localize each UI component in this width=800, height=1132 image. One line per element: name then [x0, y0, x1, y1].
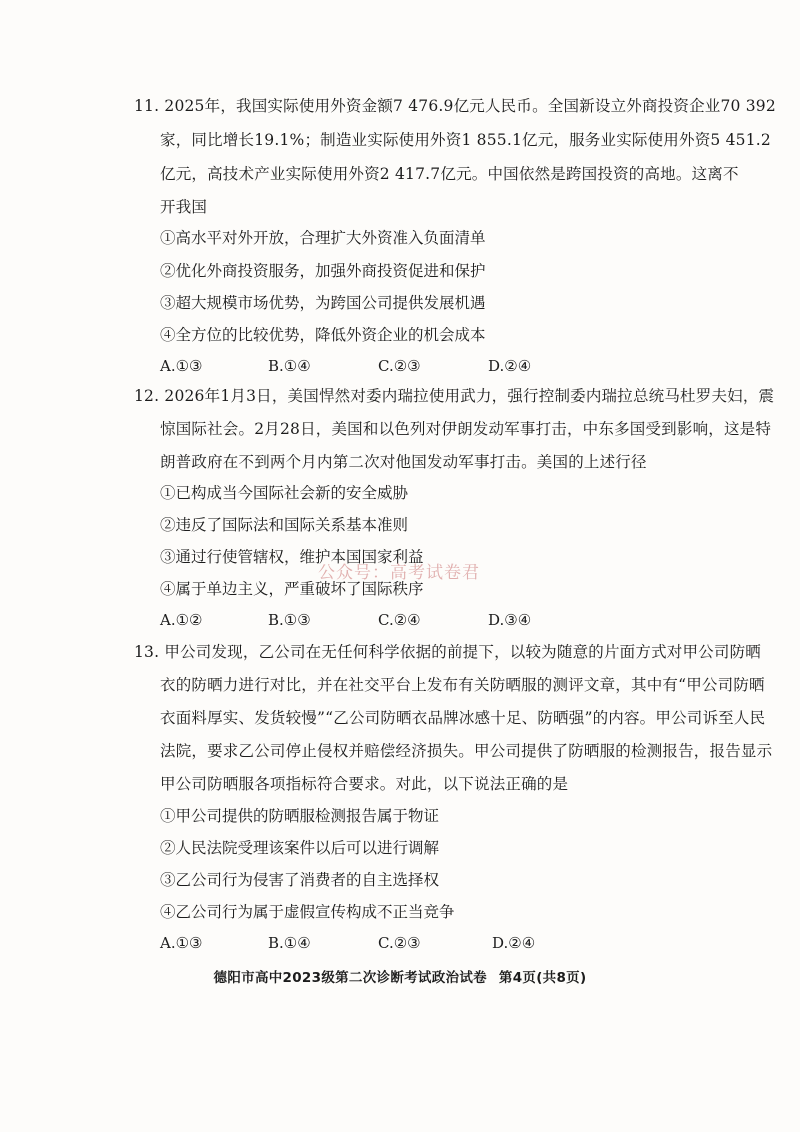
question-11-option: ①高水平对外开放，合理扩大外资准入负面清单	[160, 229, 486, 247]
page-footer	[0, 966, 800, 986]
question-13-option: ③乙公司行为侵害了消费者的自主选择权	[160, 871, 440, 889]
question-12-option: ④属于单边主义，严重破坏了国际秩序	[160, 580, 424, 598]
question-11-stem-line: 11. 2025年，我国实际使用外资金额7 476.9亿元人民币。全国新设立外商投资企业70 392	[134, 97, 776, 115]
question-12-option: ①已构成当今国际社会新的安全威胁	[160, 484, 409, 502]
question-12-choice-b: B.①③	[268, 611, 311, 629]
question-12-choice-c: C.②④	[378, 611, 421, 629]
question-13-stem-line: 衣面料厚实、发货较慢”“乙公司防晒衣品牌冰感十足、防晒强”的内容。甲公司诉至人民	[160, 709, 766, 727]
question-11-stem-line: 亿元，高技术产业实际使用外资2 417.7亿元。中国依然是跨国投资的高地。这离不	[160, 165, 739, 183]
question-13-stem-line: 衣的防晒力进行对比，并在社交平台上发布有关防晒服的测评文章，其中有“甲公司防晒	[160, 676, 765, 694]
question-12-option: ②违反了国际法和国际关系基本准则	[160, 516, 409, 534]
question-13-choice-b: B.①④	[268, 934, 311, 952]
question-12-option: ③通过行使管辖权，维护本国国家利益	[160, 548, 424, 566]
question-11-stem-line: 开我国	[160, 198, 208, 216]
question-11-choice-d: D.②④	[488, 357, 532, 375]
question-13-stem-line: 法院，要求乙公司停止侵权并赔偿经济损失。甲公司提供了防晒服的检测报告，报告显示	[160, 742, 773, 760]
question-11-choice-c: C.②③	[378, 357, 421, 375]
question-11-option: ②优化外商投资服务，加强外商投资促进和保护	[160, 262, 486, 280]
footer-page-number: 第4页(共8页)	[498, 970, 587, 986]
question-13-choice-d: D.②④	[492, 934, 536, 952]
question-12-choice-d: D.③④	[488, 611, 532, 629]
question-13-option: ①甲公司提供的防晒服检测报告属于物证	[160, 807, 440, 825]
question-11-choice-a: A.①③	[160, 357, 203, 375]
question-11-option: ③超大规模市场优势，为跨国公司提供发展机遇	[160, 294, 486, 312]
question-13-choice-c: C.②③	[378, 934, 421, 952]
question-13-stem-line: 13. 甲公司发现，乙公司在无任何科学依据的前提下，以较为随意的片面方式对甲公司防晒	[134, 643, 761, 661]
question-13-choice-a: A.①③	[160, 934, 203, 952]
question-12-stem-line: 朗普政府在不到两个月内第二次对他国发动军事打击。美国的上述行径	[160, 453, 647, 471]
question-13-stem-line: 甲公司防晒服各项指标符合要求。对此，以下说法正确的是	[160, 775, 569, 793]
question-12-stem-line: 12. 2026年1月3日，美国悍然对委内瑞拉使用武力，强行控制委内瑞拉总统马杜罗夫妇，震	[134, 387, 775, 405]
question-11-stem-line: 家，同比增长19.1%；制造业实际使用外资1 855.1亿元，服务业实际使用外资5 451.2	[160, 131, 771, 149]
question-12-stem-line: 惊国际社会。2月28日，美国和以色列对伊朗发动军事打击，中东多国受到影响，这是特	[160, 420, 772, 438]
question-11-choice-b: B.①④	[268, 357, 311, 375]
question-11-option: ④全方位的比较优势，降低外资企业的机会成本	[160, 326, 486, 344]
footer-exam-title: 德阳市高中2023级第二次诊断考试政治试卷	[213, 970, 487, 986]
question-13-option: ④乙公司行为属于虚假宣传构成不正当竞争	[160, 903, 455, 921]
watermark: 公众号：高考试卷君	[318, 563, 480, 583]
question-12-choice-a: A.①②	[160, 611, 203, 629]
question-13-option: ②人民法院受理该案件以后可以进行调解	[160, 839, 440, 857]
